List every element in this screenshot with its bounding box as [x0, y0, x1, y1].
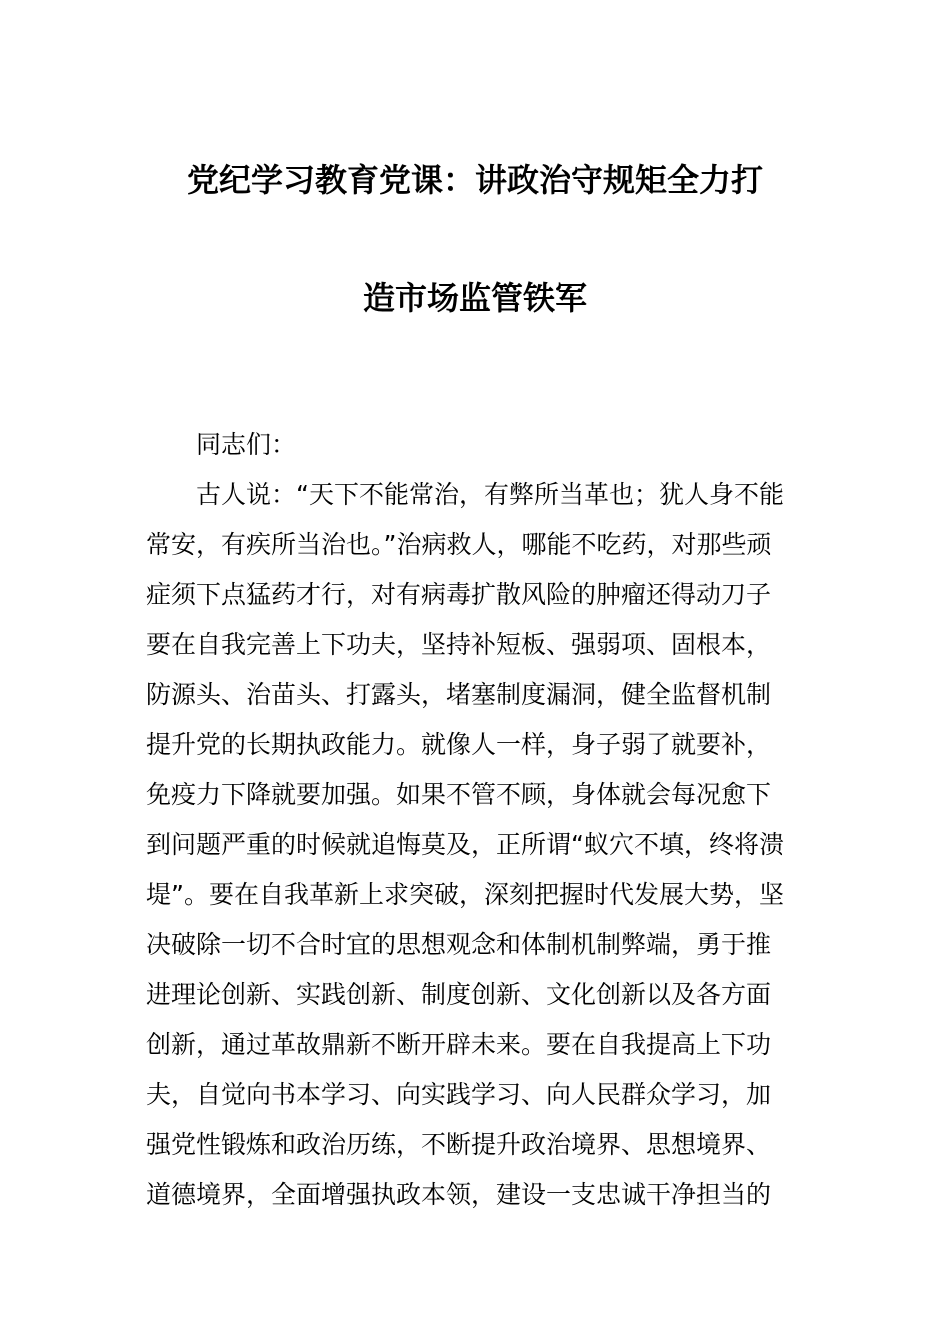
paragraph-line: 症须下点猛药才行，对有病毒扩散风险的肿瘤还得动刀子 — [146, 580, 772, 609]
document-title-line-1: 党纪学习教育党课：讲政治守规矩全力打 — [186, 161, 763, 199]
paragraph-line: 夫，自觉向书本学习、向实践学习、向人民群众学习，加 — [146, 1080, 772, 1109]
paragraph-line: 防源头、治苗头、打露头，堵塞制度漏洞，健全监督机制 — [146, 680, 772, 709]
paragraph-line: 免疫力下降就要加强。如果不管不顾，身体就会每况愈下 — [146, 780, 772, 809]
paragraph-line: 要在自我完善上下功夫，坚持补短板、强弱项、固根本， — [146, 630, 772, 659]
paragraph-line: 进理论创新、实践创新、制度创新、文化创新以及各方面 — [146, 980, 772, 1009]
paragraph-line: 创新，通过革故鼎新不断开辟未来。要在自我提高上下功 — [146, 1030, 772, 1059]
paragraph-line: 强党性锻炼和政治历练，不断提升政治境界、思想境界、 — [146, 1130, 772, 1159]
paragraph-line: 常安，有疾所当治也。”治病救人，哪能不吃药，对那些顽 — [146, 530, 772, 559]
paragraph-line: 堤”。要在自我革新上求突破，深刻把握时代发展大势，坚 — [146, 880, 784, 909]
paragraph-line: 古人说：“天下不能常治，有弊所当革也；犹人身不能 — [196, 480, 784, 509]
paragraph-line: 到问题严重的时候就追悔莫及，正所谓“蚁穴不填，终将溃 — [146, 830, 784, 859]
paragraph-line: 道德境界，全面增强执政本领，建设一支忠诚干净担当的 — [146, 1180, 772, 1209]
document-title-line-2: 造市场监管铁军 — [362, 279, 587, 317]
paragraph-line: 提升党的长期执政能力。就像人一样，身子弱了就要补， — [146, 730, 772, 759]
paragraph-line: 决破除一切不合时宜的思想观念和体制机制弊端，勇于推 — [146, 930, 772, 959]
salutation: 同志们： — [196, 430, 297, 459]
document-body — [146, 420, 811, 1220]
